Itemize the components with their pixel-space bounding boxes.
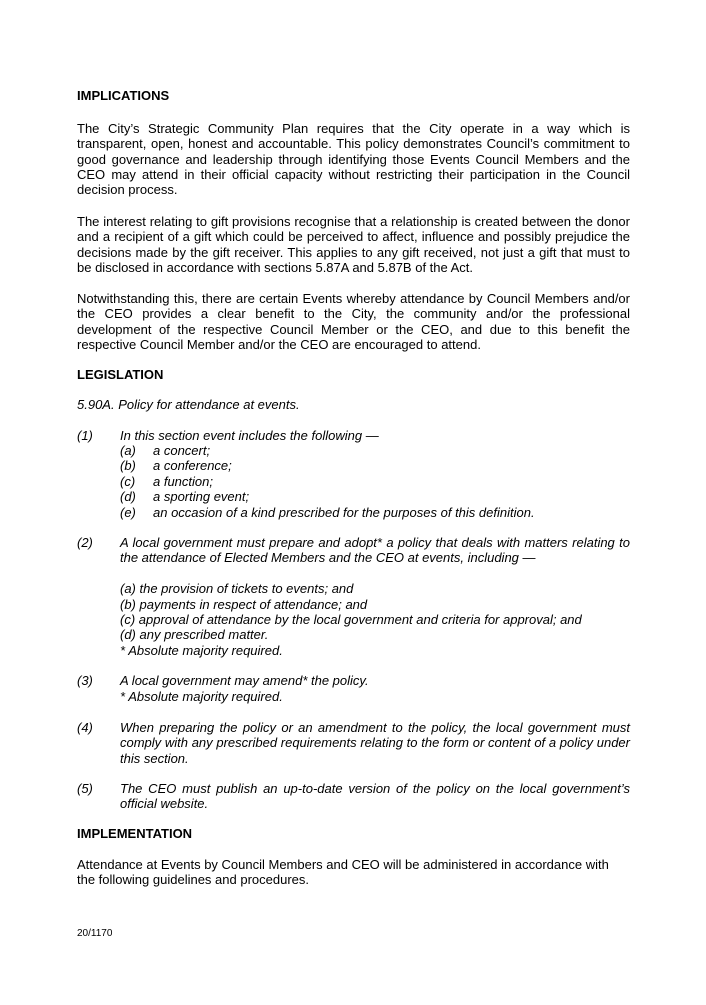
- section-1-item-e: (e) an occasion of a kind prescribed for the purposes of this definition.: [120, 505, 535, 520]
- legislation-heading: LEGISLATION: [77, 367, 164, 382]
- section-2-note: * Absolute majority required.: [120, 643, 283, 658]
- section-2-item-d: (d) any prescribed matter.: [120, 627, 269, 642]
- section-1-item-c: (c) a function;: [120, 474, 213, 489]
- section-3-text: A local government may amend* the policy.: [120, 673, 369, 688]
- section-2-number: (2): [77, 535, 93, 550]
- section-title: 5.90A. Policy for attendance at events.: [77, 397, 300, 412]
- section-2-text: A local government must prepare and adopt* a policy that deals with matters relating to the attendance of Elected Members and the CEO at events, including —: [120, 535, 630, 566]
- section-1-item-b: (b) a conference;: [120, 458, 232, 473]
- document-reference: 20/1170: [77, 928, 113, 939]
- section-1-text: In this section event includes the following —: [120, 428, 379, 443]
- section-2-item-a: (a) the provision of tickets to events; and: [120, 581, 354, 596]
- implications-paragraph-2: The interest relating to gift provisions recognise that a relationship is created between the donor and a recipient of a gift which could be perceived to affect, influence and possibly prejudice the decisions made by the gift receiver. This applies to any gift received, not just a gift that must to be disclosed in accordance with sections 5.87A and 5.87B of the Act.: [77, 214, 630, 275]
- implementation-paragraph: Attendance at Events by Council Members and CEO will be administered in accordance with the following guidelines and procedures.: [77, 857, 609, 888]
- section-3-note: * Absolute majority required.: [120, 689, 283, 704]
- section-4-text: When preparing the policy or an amendment to the policy, the local government must comply with any prescribed requirements relating to the form or content of a policy under this section.: [120, 720, 630, 766]
- section-5-number: (5): [77, 781, 93, 796]
- section-4-number: (4): [77, 720, 93, 735]
- implications-paragraph-3: Notwithstanding this, there are certain Events whereby attendance by Council Members and/or the CEO provides a clear benefit to the City, the community and/or the professional development of the respective Council Member or the CEO, and due to this benefit the respective Council Member and/or the CEO are encouraged to attend.: [77, 291, 630, 352]
- section-1-item-d: (d) a sporting event;: [120, 489, 250, 504]
- section-1-number: (1): [77, 428, 93, 443]
- implications-heading: IMPLICATIONS: [77, 88, 170, 103]
- section-3-number: (3): [77, 673, 93, 688]
- implications-paragraph-1: The City’s Strategic Community Plan requires that the City operate in a way which is transparent, open, honest and accountable. This policy demonstrates Council’s commitment to good governance and leadership through identifying those Events Council Members and the CEO may attend in their official capacity without restricting their participation in the Council decision process.: [77, 121, 630, 198]
- implementation-heading: IMPLEMENTATION: [77, 826, 193, 841]
- section-5-text: The CEO must publish an up-to-date version of the policy on the local government’s official website.: [120, 781, 630, 812]
- section-2-item-b: (b) payments in respect of attendance; and: [120, 597, 368, 612]
- section-1-item-a: (a) a concert;: [120, 443, 211, 458]
- section-2-item-c: (c) approval of attendance by the local government and criteria for approval; and: [120, 612, 582, 627]
